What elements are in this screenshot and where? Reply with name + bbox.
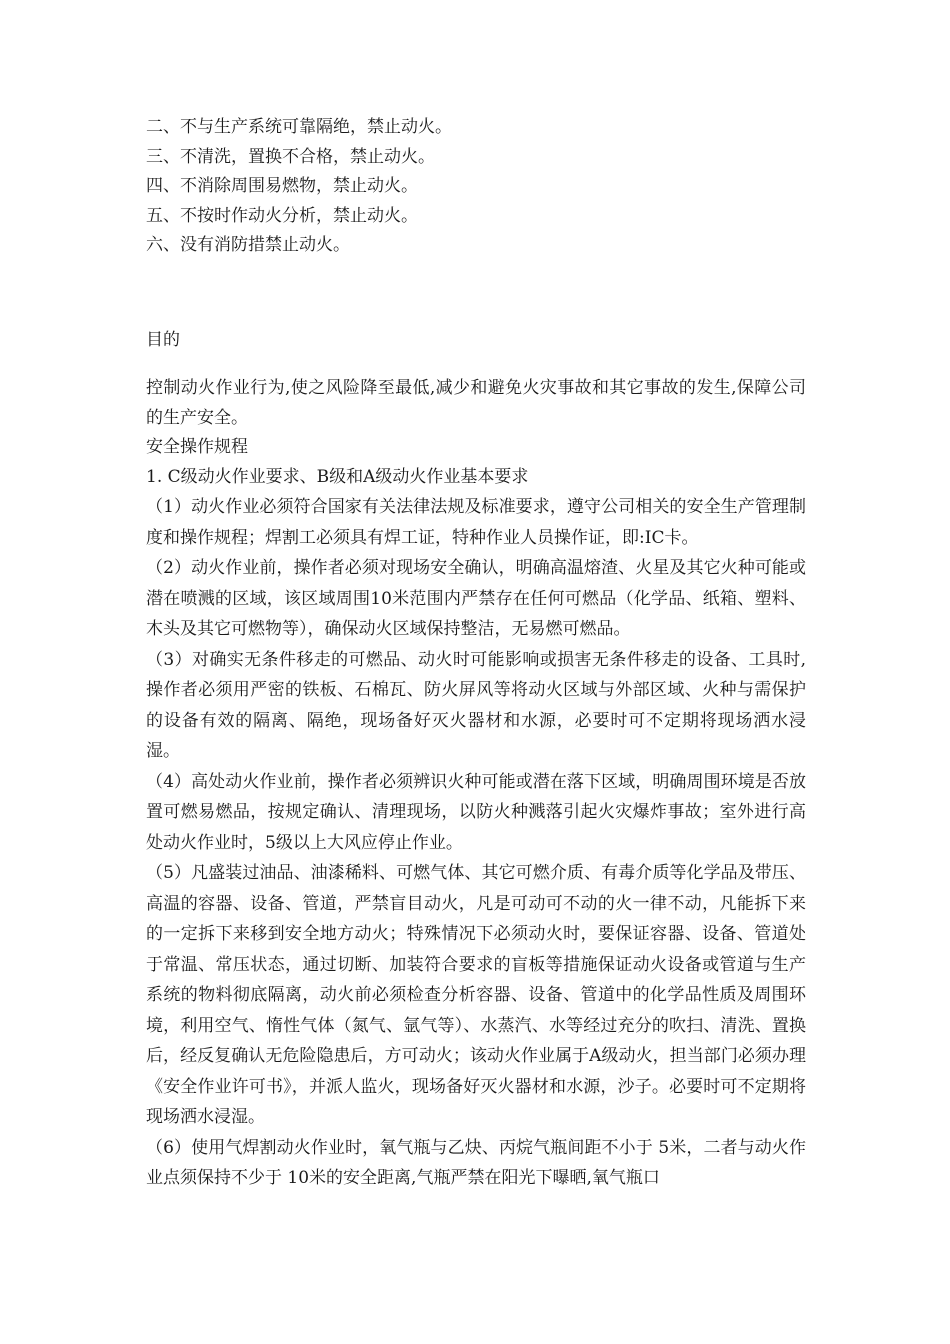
purpose-paragraph: 控制动火作业行为,使之风险降至最低,减少和避免火灾事故和其它事故的发生,保障公司的生产安全。 <box>146 378 806 428</box>
rule-item: 四、不消除周围易燃物，禁止动火。 <box>146 176 418 196</box>
prohibition-list <box>146 113 806 261</box>
procedure-item: （6）使用气焊割动火作业时，氧气瓶与乙炔、丙烷气瓶间距不小于 5米，二者与动火作业点须保持不少于 10米的安全距离,气瓶严禁在阳光下曝晒,氧气瓶口 <box>146 1137 806 1188</box>
rule-item: 五、不按时作动火分析，禁止动火。 <box>146 205 418 226</box>
rule-item: 六、没有消防措禁止动火。 <box>146 235 350 255</box>
procedure-item: （4）高处动火作业前，操作者必须辨识火种可能或潜在落下区域，明确周围环境是否放置可燃易燃品，按规定确认、清理现场，以防火种溅落引起火灾爆炸事故；室外进行高处动火作业时，5级以上大风应停止作业。 <box>146 771 806 853</box>
document-body <box>146 113 806 1194</box>
procedure-item: （2）动火作业前，操作者必须对现场安全确认，明确高温熔渣、火星及其它火种可能或潜在喷溅的区域，该区域周围10米范围内严禁存在任何可燃品（化学品、纸箱、塑料、木头及其它可燃物等），确保动火区域保持整洁，无易燃可燃品。 <box>146 558 806 639</box>
procedure-item: （3）对确实无条件移走的可燃品、动火时可能影响或损害无条件移走的设备、工具时,操作者必须用严密的铁板、石棉瓦、防火屏风等将动火区域与外部区域、火种与需保护的设备有效的隔离、隔绝，现场备好灭火器材和水源，必要时可不定期将现场洒水浸湿。 <box>146 649 806 761</box>
rule-item: 三、不清洗，置换不合格，禁止动火。 <box>146 146 435 167</box>
rule-item: 二、不与生产系统可靠隔绝，禁止动火。 <box>146 117 452 137</box>
purpose-heading: 目的 <box>146 329 180 350</box>
procedure-subheading: 1. C级动火作业要求、B级和A级动火作业基本要求 <box>146 466 529 487</box>
procedure-item: （1）动火作业必须符合国家有关法律法规及标准要求，遵守公司相关的安全生产管理制度和操作规程；焊割工必须具有焊工证，特种作业人员操作证，即:IC卡。 <box>146 497 806 548</box>
procedure-item: （5）凡盛装过油品、油漆稀料、可燃气体、其它可燃介质、有毒介质等化学品及带压、高温的容器、设备、管道，严禁盲目动火，凡是可动可不动的火一律不动，凡能拆下来的一定拆下来移到安全地方动火；特殊情况下必须动火时，要保证容器、设备、管道处于常温、常压状态，通过切断、加装符合要求的盲板等措施保证动火设备或管道与生产系统的物料彻底隔离，动火前必须检查分析容器、设备、管道中的化学品性质及周围环境，利用空气、惰性气体（氮气、氩气等）、水蒸汽、水等经过充分的吹扫、清洗、置换后，经反复确认无危险隐患后，方可动火；该动火作业属于A级动火，担当部门必须办理《安全作业许可书》，并派人监火，现场备好灭火器材和水源，沙子。必要时可不定期将现场洒水浸湿。 <box>146 863 806 1127</box>
procedure-heading: 安全操作规程 <box>146 437 248 457</box>
